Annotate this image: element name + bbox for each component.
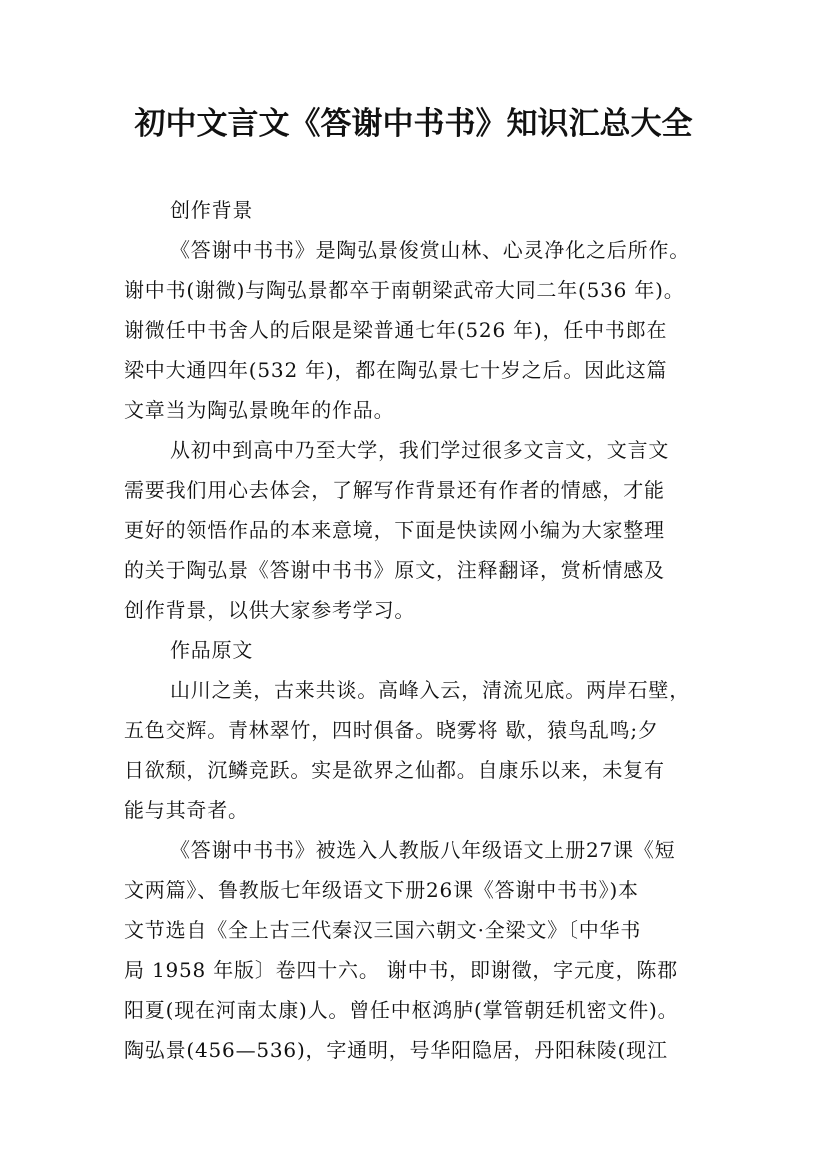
- text-line: 梁中大通四年(532 年)，都在陶弘景七十岁之后。因此这篇: [124, 358, 668, 382]
- document-body: [124, 190, 724, 1070]
- text-line: 谢微任中书舍人的后限是梁普通七年(526 年)，任中书郎在: [124, 318, 668, 342]
- text-line: 《答谢中书书》被选入人教版八年级语文上册27课《短: [170, 838, 676, 862]
- text-line: 文节选自《全上古三代秦汉三国六朝文·全梁文》〔中华书: [124, 918, 642, 942]
- text-line: 从初中到高中乃至大学，我们学过很多文言文，文言文: [170, 438, 670, 462]
- text-line: 更好的领悟作品的本来意境，下面是快读网小编为大家整理: [124, 518, 665, 542]
- text-line: 《答谢中书书》是陶弘景俊赏山林、心灵净化之后所作。: [170, 238, 690, 262]
- text-line: 的关于陶弘景《答谢中书书》原文，注释翻译，赏析情感及: [124, 558, 665, 582]
- text-line: 文两篇》、鲁教版七年级语文下册26课《答谢中书书》)本: [124, 878, 639, 902]
- text-line: 陶弘景(456—536)，字通明，号华阳隐居，丹阳秣陵(现江: [124, 1038, 668, 1062]
- text-line: 日欲颓，沉鳞竞跃。实是欲界之仙都。自康乐以来，未复有: [124, 758, 665, 782]
- text-line: 能与其奇者。: [124, 798, 249, 822]
- text-line: 阳夏(现在河南太康)人。曾任中枢鸿胪(掌管朝廷机密文件)。: [124, 998, 679, 1022]
- text-line: 谢中书(谢微)与陶弘景都卒于南朝梁武帝大同二年(536 年)。: [124, 278, 685, 302]
- text-line: 山川之美，古来共谈。高峰入云，清流见底。两岸石壁，: [170, 678, 690, 702]
- text-line: 需要我们用心去体会，了解写作背景还有作者的情感，才能: [124, 478, 665, 502]
- text-line: 创作背景，以供大家参考学习。: [124, 598, 416, 622]
- text-line: 五色交辉。青林翠竹，四时俱备。晓雾将 歇，猿鸟乱鸣;夕: [124, 718, 659, 742]
- text-line: 文章当为陶弘景晚年的作品。: [124, 398, 395, 422]
- text-line: 创作背景: [170, 198, 254, 222]
- text-line: 作品原文: [170, 638, 254, 662]
- page-title: 初中文言文《答谢中书书》知识汇总大全: [134, 106, 693, 142]
- text-line: 局 1958 年版〕卷四十六。 谢中书，即谢徵，字元度，陈郡: [124, 958, 678, 982]
